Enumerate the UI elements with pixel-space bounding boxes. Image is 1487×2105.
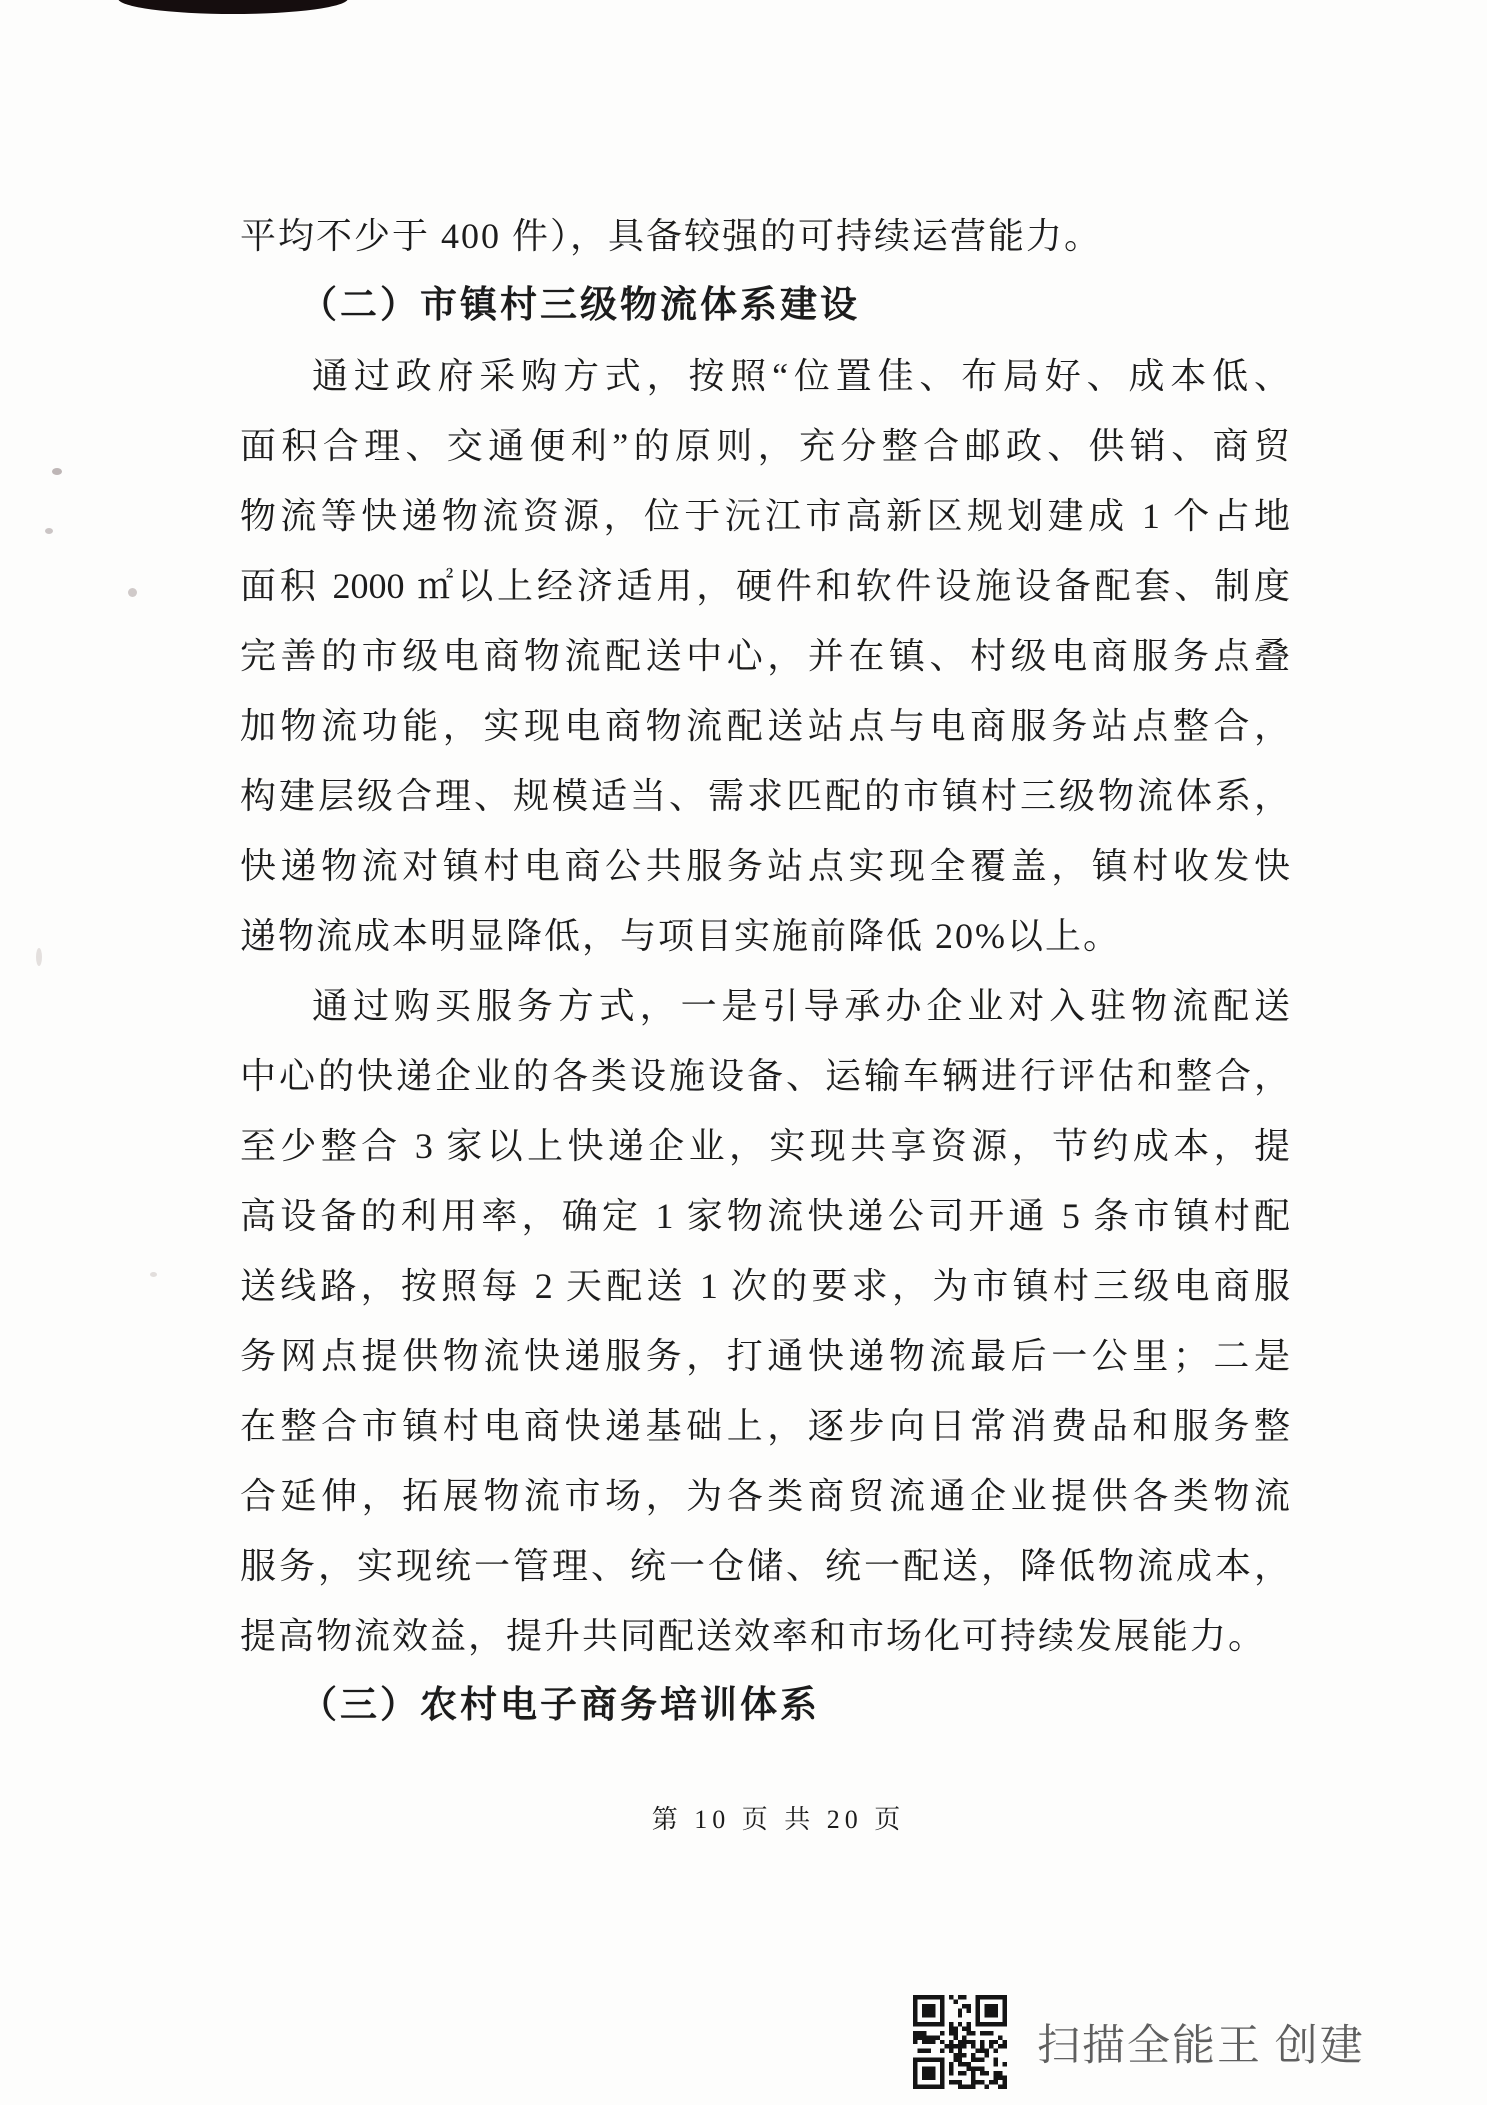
document-body xyxy=(240,201,1290,1741)
scan-artifact xyxy=(45,528,53,534)
text-line: 高设备的利用率，确定 1 家物流快递公司开通 5 条市镇村配 xyxy=(240,1196,1290,1236)
text-line: 务网点提供物流快递服务，打通快递物流最后一公里；二是 xyxy=(240,1336,1290,1376)
text-line: 完善的市级电商物流配送中心，并在镇、村级电商服务点叠 xyxy=(240,636,1290,676)
page-footer: 第 10 页 共 20 页 xyxy=(651,1805,906,1834)
qr-code-icon xyxy=(913,1995,1007,2089)
scan-artifact xyxy=(150,1272,157,1277)
scan-artifact xyxy=(128,588,137,597)
text-line: 至少整合 3 家以上快递企业，实现共享资源，节约成本，提 xyxy=(240,1126,1290,1166)
scan-artifact xyxy=(52,468,62,475)
text-line: 中心的快递企业的各类设施设备、运输车辆进行评估和整合， xyxy=(240,1056,1290,1096)
text-line: 在整合市镇村电商快递基础上，逐步向日常消费品和服务整 xyxy=(240,1406,1290,1446)
scan-artifact-top-blob xyxy=(118,0,348,14)
text-line: 物流等快递物流资源，位于沅江市高新区规划建成 1 个占地 xyxy=(240,496,1290,536)
section-heading: （二）市镇村三级物流体系建设 xyxy=(300,285,860,326)
text-line: 面积 2000 ㎡以上经济适用，硬件和软件设施设备配套、制度 xyxy=(240,566,1290,606)
scan-artifact xyxy=(36,948,42,966)
scanner-watermark-text: 扫描全能王 创建 xyxy=(1037,2022,1365,2070)
text-line: 快递物流对镇村电商公共服务站点实现全覆盖，镇村收发快 xyxy=(240,846,1290,886)
text-line: 面积合理、交通便利”的原则，充分整合邮政、供销、商贸 xyxy=(240,426,1290,466)
text-line: 构建层级合理、规模适当、需求匹配的市镇村三级物流体系， xyxy=(240,776,1290,816)
text-line: 平均不少于 400 件），具备较强的可持续运营能力。 xyxy=(240,216,1103,256)
text-line: 合延伸，拓展物流市场，为各类商贸流通企业提供各类物流 xyxy=(240,1476,1290,1516)
section-heading: （三）农村电子商务培训体系 xyxy=(300,1685,820,1726)
scanner-watermark-block xyxy=(913,1995,1365,2089)
text-line: 通过政府采购方式，按照“位置佳、布局好、成本低、 xyxy=(312,356,1290,396)
text-line: 通过购买服务方式，一是引导承办企业对入驻物流配送 xyxy=(312,986,1290,1026)
text-line: 服务，实现统一管理、统一仓储、统一配送，降低物流成本， xyxy=(240,1546,1290,1586)
text-line: 提高物流效益，提升共同配送效率和市场化可持续发展能力。 xyxy=(240,1616,1267,1656)
text-line: 递物流成本明显降低，与项目实施前降低 20%以上。 xyxy=(240,916,1121,956)
text-line: 加物流功能，实现电商物流配送站点与电商服务站点整合， xyxy=(240,706,1290,746)
text-line: 送线路，按照每 2 天配送 1 次的要求，为市镇村三级电商服 xyxy=(240,1266,1290,1306)
